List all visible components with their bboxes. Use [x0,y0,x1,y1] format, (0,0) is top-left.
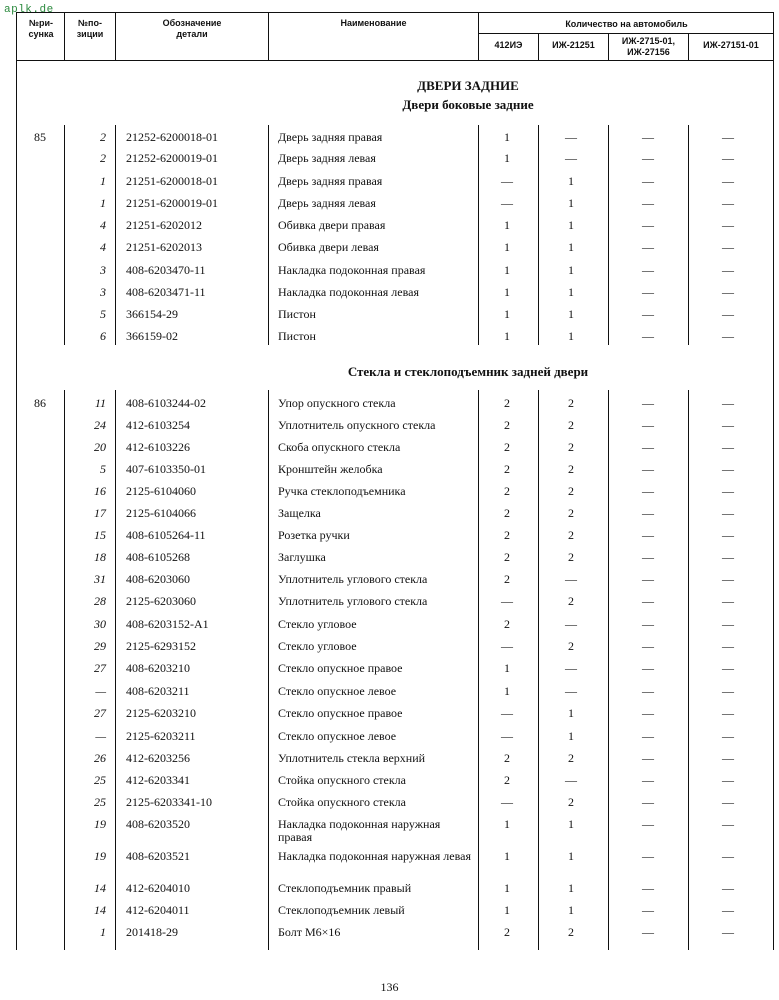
qty-value: — [722,594,734,608]
qty-value: 1 [504,329,510,343]
part-code: 408-6203060 [126,572,190,586]
position-number: 14 [94,903,106,917]
qty-value: 2 [568,462,574,476]
qty-value: 2 [568,484,574,498]
part-code: 408-6105264-11 [126,528,206,542]
qty-value: 1 [568,817,574,831]
qty-value: — [642,729,654,743]
qty-value: — [722,484,734,498]
header-qty-2: ИЖ-21251 [552,40,595,50]
qty-value: — [722,462,734,476]
qty-value: — [642,661,654,675]
qty-value: — [501,729,513,743]
position-number: 4 [100,218,106,232]
part-code: 407-6103350-01 [126,462,206,476]
qty-value: — [722,396,734,410]
position-number: 6 [100,329,106,343]
part-name: Накладка подоконная наружная правая [278,817,441,844]
part-name: Стеклоподъемник левый [278,903,405,917]
position-number: 25 [94,773,106,787]
qty-value: — [722,795,734,809]
part-name: Болт М6×16 [278,925,341,939]
part-code: 408-6203470-11 [126,263,206,277]
position-number: 25 [94,795,106,809]
part-name: Обивка двери правая [278,218,386,232]
qty-value: — [722,729,734,743]
qty-value: — [642,240,654,254]
qty-value: — [642,196,654,210]
qty-value: 2 [568,751,574,765]
qty-value: — [642,903,654,917]
qty-value: — [722,639,734,653]
g2-div-6 [608,390,609,950]
part-code: 412-6103226 [126,440,190,454]
part-name: Стойка опускного стекла [278,795,406,809]
qty-value: — [642,795,654,809]
qty-value: — [722,881,734,895]
qty-value: 1 [568,849,574,863]
qty-value: 2 [504,440,510,454]
qty-value: 1 [504,218,510,232]
qty-value: 1 [568,174,574,188]
g2-div-2 [115,390,116,950]
qty-value: — [722,684,734,698]
qty-value: 2 [504,506,510,520]
qty-value: — [642,594,654,608]
qty-value: 2 [568,418,574,432]
qty-value: — [642,285,654,299]
position-number: 2 [100,151,106,165]
part-code: 2125-6293152 [126,639,196,653]
qty-value: — [722,773,734,787]
qty-value: — [722,218,734,232]
qty-value: — [501,594,513,608]
part-name: Стойка опускного стекла [278,773,406,787]
qty-value: — [722,329,734,343]
qty-value: — [722,440,734,454]
header-qty-1: 412ИЭ [494,40,523,50]
position-number: — [95,684,106,698]
figure-number: 86 [34,396,46,410]
part-code: 21251-6200019-01 [126,196,218,210]
qty-value: — [642,528,654,542]
part-code: 412-6103254 [126,418,190,432]
qty-value: — [722,174,734,188]
position-number: 27 [94,661,106,675]
qty-value: — [565,773,577,787]
qty-value: 2 [568,506,574,520]
part-code: 408-6203152-А1 [126,617,209,631]
frame-top [16,12,774,13]
qty-value: — [642,263,654,277]
qty-value: 2 [568,639,574,653]
part-code: 408-6105268 [126,550,190,564]
position-number: 3 [100,263,106,277]
qty-value: — [722,506,734,520]
position-number: 28 [94,594,106,608]
qty-value: — [642,440,654,454]
qty-group-line [478,33,774,34]
qty-value: 2 [504,925,510,939]
part-name: Накладка подоконная наружная левая [278,849,471,863]
qty-value: 1 [568,307,574,321]
header-fig: №ри- сунка [28,18,54,39]
part-name: Обивка двери левая [278,240,379,254]
part-name: Пистон [278,307,316,321]
qty-value: — [642,130,654,144]
part-code: 21251-6200018-01 [126,174,218,188]
part-code: 21251-6202012 [126,218,202,232]
position-number: 4 [100,240,106,254]
qty-value: — [565,661,577,675]
qty-value: — [722,263,734,277]
part-code: 412-6204010 [126,881,190,895]
qty-value: — [565,684,577,698]
position-number: 27 [94,706,106,720]
qty-value: — [722,285,734,299]
qty-value: — [642,881,654,895]
qty-value: — [722,817,734,831]
qty-value: — [722,706,734,720]
part-name: Уплотнитель углового стекла [278,572,428,586]
qty-value: — [642,684,654,698]
qty-value: — [722,151,734,165]
header-bottom [16,60,774,61]
part-name: Скоба опускного стекла [278,440,401,454]
position-number: 30 [94,617,106,631]
qty-value: 1 [568,329,574,343]
g2-div-1 [64,390,65,950]
qty-value: — [722,661,734,675]
qty-value: 1 [568,729,574,743]
qty-value: 1 [504,881,510,895]
part-name: Стекло опускное правое [278,706,403,720]
frame-right [773,12,774,950]
qty-value: 1 [568,240,574,254]
position-number: 1 [100,196,106,210]
qty-value: — [642,751,654,765]
part-name: Защелка [278,506,321,520]
qty-value: 1 [568,196,574,210]
part-name: Стекло угловое [278,617,357,631]
qty-value: — [642,773,654,787]
part-code: 412-6204011 [126,903,190,917]
qty-value: — [642,572,654,586]
qty-value: 1 [504,817,510,831]
qty-value: — [565,151,577,165]
qty-value: 1 [504,684,510,698]
qty-value: — [642,817,654,831]
part-name: Стекло опускное правое [278,661,403,675]
position-number: 11 [94,396,106,410]
part-name: Стекло опускное левое [278,684,397,698]
part-name: Уплотнитель стекла верхний [278,751,426,765]
qty-value: — [642,639,654,653]
qty-value: — [722,903,734,917]
qty-value: 2 [568,550,574,564]
qty-value: 1 [504,130,510,144]
g1-div-3 [268,125,269,345]
position-number: 5 [100,462,106,476]
qty-value: — [642,550,654,564]
position-number: 1 [100,925,106,939]
part-name: Розетка ручки [278,528,350,542]
qty-value: 2 [504,751,510,765]
g2-div-4 [478,390,479,950]
qty-value: 1 [504,661,510,675]
page-number: 136 [380,980,399,994]
part-name: Стеклоподъемник правый [278,881,412,895]
position-number: 2 [100,130,106,144]
part-code: 2125-6203210 [126,706,196,720]
qty-value: 1 [504,285,510,299]
qty-value: — [501,196,513,210]
g1-div-7 [688,125,689,345]
part-name: Стекло угловое [278,639,357,653]
part-name: Накладка подоконная левая [278,285,419,299]
part-code: 366154-29 [126,307,178,321]
part-code: 412-6203256 [126,751,190,765]
qty-value: 2 [568,594,574,608]
qty-value: 2 [504,484,510,498]
qty-value: 2 [568,440,574,454]
header-qty-3: ИЖ-2715-01, ИЖ-27156 [621,36,676,57]
position-number: 20 [94,440,106,454]
position-number: 15 [94,528,106,542]
g1-div-2 [115,125,116,345]
position-number: 31 [94,572,106,586]
g2-div-3 [268,390,269,950]
part-code: 408-6203471-11 [126,285,206,299]
part-code: 2125-6203211 [126,729,196,743]
g2-div-5 [538,390,539,950]
watermark: aplk.de [4,4,54,16]
qty-value: 1 [504,151,510,165]
part-code: 408-6203210 [126,661,190,675]
part-name: Уплотнитель углового стекла [278,594,428,608]
qty-value: 2 [504,617,510,631]
section-title-sub2: Стекла и стеклоподъемник задней двери [347,364,589,379]
position-number: 26 [94,751,106,765]
position-number: — [95,729,106,743]
part-code: 201418-29 [126,925,178,939]
qty-value: 1 [504,903,510,917]
part-code: 2125-6104060 [126,484,196,498]
section-title-main: ДВЕРИ ЗАДНИЕ [417,78,519,93]
qty-value: 1 [568,285,574,299]
qty-value: — [642,329,654,343]
position-number: 29 [94,639,106,653]
qty-value: — [722,751,734,765]
qty-value: — [501,174,513,188]
qty-value: — [565,572,577,586]
qty-value: 2 [568,396,574,410]
qty-value: — [722,550,734,564]
part-name: Кронштейн желобка [278,462,383,476]
qty-value: 2 [504,773,510,787]
position-number: 19 [94,849,106,863]
qty-value: 1 [568,903,574,917]
part-code: 366159-02 [126,329,178,343]
qty-value: 2 [504,550,510,564]
qty-value: 2 [568,528,574,542]
qty-value: 2 [504,528,510,542]
g1-div-1 [64,125,65,345]
qty-value: 1 [504,240,510,254]
qty-value: 1 [568,218,574,232]
qty-value: 1 [504,849,510,863]
header-qty-4: ИЖ-27151-01 [703,40,759,50]
qty-value: — [565,617,577,631]
figure-number: 85 [34,130,46,144]
position-number: 17 [94,506,106,520]
part-name: Уплотнитель опускного стекла [278,418,436,432]
qty-value: — [642,151,654,165]
part-name: Дверь задняя правая [278,174,383,188]
qty-value: — [722,849,734,863]
part-code: 412-6203341 [126,773,190,787]
position-number: 5 [100,307,106,321]
qty-value: — [722,925,734,939]
qty-value: — [642,706,654,720]
g1-div-5 [538,125,539,345]
part-name: Дверь задняя правая [278,130,383,144]
qty-value: 2 [504,462,510,476]
qty-value: — [722,240,734,254]
qty-value: 2 [504,418,510,432]
qty-value: — [722,307,734,321]
qty-value: 2 [504,572,510,586]
position-number: 19 [94,817,106,831]
qty-value: 2 [568,925,574,939]
qty-value: — [642,396,654,410]
qty-value: 1 [568,706,574,720]
part-name: Дверь задняя левая [278,196,376,210]
position-number: 16 [94,484,106,498]
position-number: 14 [94,881,106,895]
g1-div-6 [608,125,609,345]
qty-value: — [642,925,654,939]
part-code: 408-6203211 [126,684,190,698]
qty-value: — [642,506,654,520]
part-code: 21252-6200019-01 [126,151,218,165]
qty-value: — [501,795,513,809]
qty-value: 1 [504,307,510,321]
qty-value: — [642,218,654,232]
header-qty-group: Количество на автомобиль [565,19,688,29]
part-name: Упор опускного стекла [278,396,396,410]
qty-value: — [642,174,654,188]
qty-value: — [501,639,513,653]
position-number: 3 [100,285,106,299]
qty-value: — [642,849,654,863]
part-name: Дверь задняя левая [278,151,376,165]
g1-div-4 [478,125,479,345]
qty-value: — [501,706,513,720]
frame-left [16,12,17,950]
qty-value: — [642,484,654,498]
qty-value: 1 [504,263,510,277]
qty-value: — [565,130,577,144]
qty-value: 2 [504,396,510,410]
part-code: 408-6103244-02 [126,396,206,410]
hdr-div-1 [64,12,65,60]
qty-value: — [722,572,734,586]
qty-value: — [722,528,734,542]
position-number: 18 [94,550,106,564]
part-code: 21251-6202013 [126,240,202,254]
qty-value: — [642,617,654,631]
section-title-sub1: Двери боковые задние [402,97,534,112]
qty-value: — [722,130,734,144]
part-name: Стекло опускное левое [278,729,397,743]
header-name: Наименование [340,18,407,28]
part-code: 408-6203521 [126,849,190,863]
part-name: Заглушка [278,550,326,564]
qty-value: — [642,418,654,432]
header-pos: №по- зиции [76,18,104,39]
qty-value: — [722,617,734,631]
position-number: 24 [94,418,106,432]
part-code: 408-6203520 [126,817,190,831]
header-code: Обозначение детали [162,18,222,39]
qty-value: — [642,307,654,321]
qty-value: 2 [568,795,574,809]
qty-value: — [642,462,654,476]
part-code: 21252-6200018-01 [126,130,218,144]
part-code: 2125-6104066 [126,506,196,520]
part-code: 2125-6203341-10 [126,795,212,809]
position-number: 1 [100,174,106,188]
qty-value: — [722,196,734,210]
part-code: 2125-6203060 [126,594,196,608]
part-name: Накладка подоконная правая [278,263,426,277]
qty-value: 1 [568,881,574,895]
qty-value: 1 [568,263,574,277]
g2-div-7 [688,390,689,950]
part-name: Ручка стеклоподъемника [278,484,406,498]
qty-value: — [722,418,734,432]
part-name: Пистон [278,329,316,343]
